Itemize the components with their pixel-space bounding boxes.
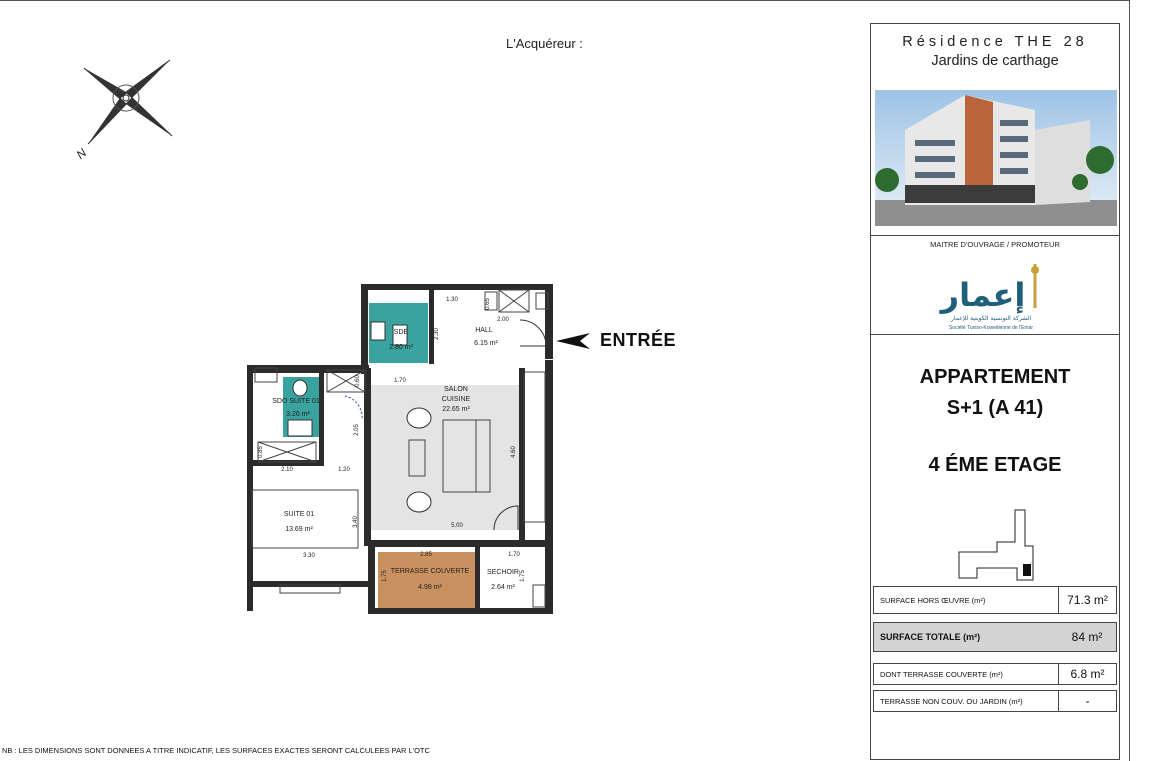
developer-label: MAITRE D'OUVRAGE / PROMOTEUR [930, 240, 1060, 249]
surface-value: - [1058, 691, 1116, 711]
surface-label: SURFACE TOTALE (m²) [880, 632, 981, 642]
surface-row-terrasse-non-couverte [873, 690, 1117, 712]
dim: 2.10 [281, 467, 293, 473]
key-plan-icon [957, 508, 1057, 583]
surface-row-terrasse-couverte [873, 663, 1117, 685]
residence-subtitle: Jardins de carthage [931, 53, 1059, 69]
room-sde-name: SDE [393, 329, 409, 336]
dim: 4.60 [511, 446, 517, 458]
buyer-label: L'Acquéreur : [506, 36, 583, 51]
dim: 0.65 [485, 298, 491, 310]
room-sdo-area: 3.26 m² [286, 411, 310, 418]
dim: 1.20 [338, 467, 350, 473]
surface-value: 84 m² [1071, 630, 1103, 644]
entrance-arrow-icon [556, 333, 590, 349]
room-salon-name: SALON [444, 386, 468, 393]
surface-value: 71.3 m² [1058, 587, 1116, 613]
logo-tagline-ar: الشركة التونسية الكويتية للإعمار [950, 315, 1032, 322]
dim: 2.00 [497, 317, 509, 323]
surface-label: TERRASSE NON COUV. OU JARDIN (m²) [880, 697, 1023, 706]
frame-top-border [0, 0, 1129, 1]
surface-label: SURFACE HORS ŒUVRE (m²) [880, 596, 986, 605]
emar-logo [931, 256, 1061, 334]
room-hall-area: 6.15 m² [474, 340, 498, 347]
dim: 5.00 [451, 523, 463, 529]
residence-name: Résidence THE 28 [902, 34, 1088, 50]
room-suite-area: 13.69 m² [285, 526, 313, 533]
title-block-panel [870, 23, 1120, 760]
dim: 1.75 [382, 570, 388, 582]
room-sechoir-name: SECHOIR [487, 569, 519, 576]
floor-plan [240, 280, 560, 620]
building-rendering-image [875, 90, 1117, 226]
surface-label: DONT TERRASSE COUVERTE (m²) [880, 670, 1003, 679]
room-hall-name: HALL [475, 327, 493, 334]
dim: 1.75 [520, 570, 526, 582]
north-label: N [73, 145, 90, 162]
dim: 1.30 [446, 297, 458, 303]
apartment-type: S+1 (A 41) [946, 397, 1044, 419]
surface-row-totale [873, 622, 1117, 652]
logo-tagline-fr: Société Tuniso-Koweitienne de l'Emar [948, 325, 1034, 331]
room-cuisine-name: CUISINE [441, 396, 471, 403]
room-terrace-name: TERRASSE COUVERTE [390, 568, 470, 575]
dim: 3.40 [353, 516, 359, 528]
dim: 3.30 [303, 553, 315, 559]
surface-row-hors-oeuvre [873, 586, 1117, 614]
dim: 1.70 [394, 378, 406, 384]
dim: 2.85 [420, 552, 432, 558]
dim: 0.85 [258, 446, 264, 458]
dim: 1.70 [508, 552, 520, 558]
dim: 2.05 [354, 424, 360, 436]
surface-value: 6.8 m² [1058, 664, 1116, 684]
room-terrace-area: 4.98 m² [418, 584, 442, 591]
room-salon-area: 22.65 m² [442, 406, 470, 413]
room-sde-area: 2.80 m² [389, 344, 413, 351]
frame-right-border [1129, 0, 1130, 761]
divider [871, 334, 1119, 335]
disclaimer-note: NB : LES DIMENSIONS SONT DONNEES A TITRE INDICATIF, LES SURFACES EXACTES SERONT CALCULEES PAR L'OTC [2, 746, 430, 755]
divider [871, 235, 1119, 236]
logo-wordmark: إعمار [940, 276, 1026, 314]
floor-label: 4 ÉME ETAGE [928, 454, 1062, 476]
room-sdo-name: SDO SUITE 01 [272, 398, 320, 405]
apartment-title: APPARTEMENT [919, 366, 1071, 388]
dim: 0.60 [355, 375, 361, 387]
room-sechoir-area: 2.64 m² [491, 584, 515, 591]
terrace-fill [378, 552, 478, 610]
entrance-label: ENTRÉE [600, 330, 677, 350]
compass-rose-icon [70, 52, 180, 162]
dim: 2.30 [434, 328, 440, 340]
room-suite-name: SUITE 01 [283, 511, 315, 518]
